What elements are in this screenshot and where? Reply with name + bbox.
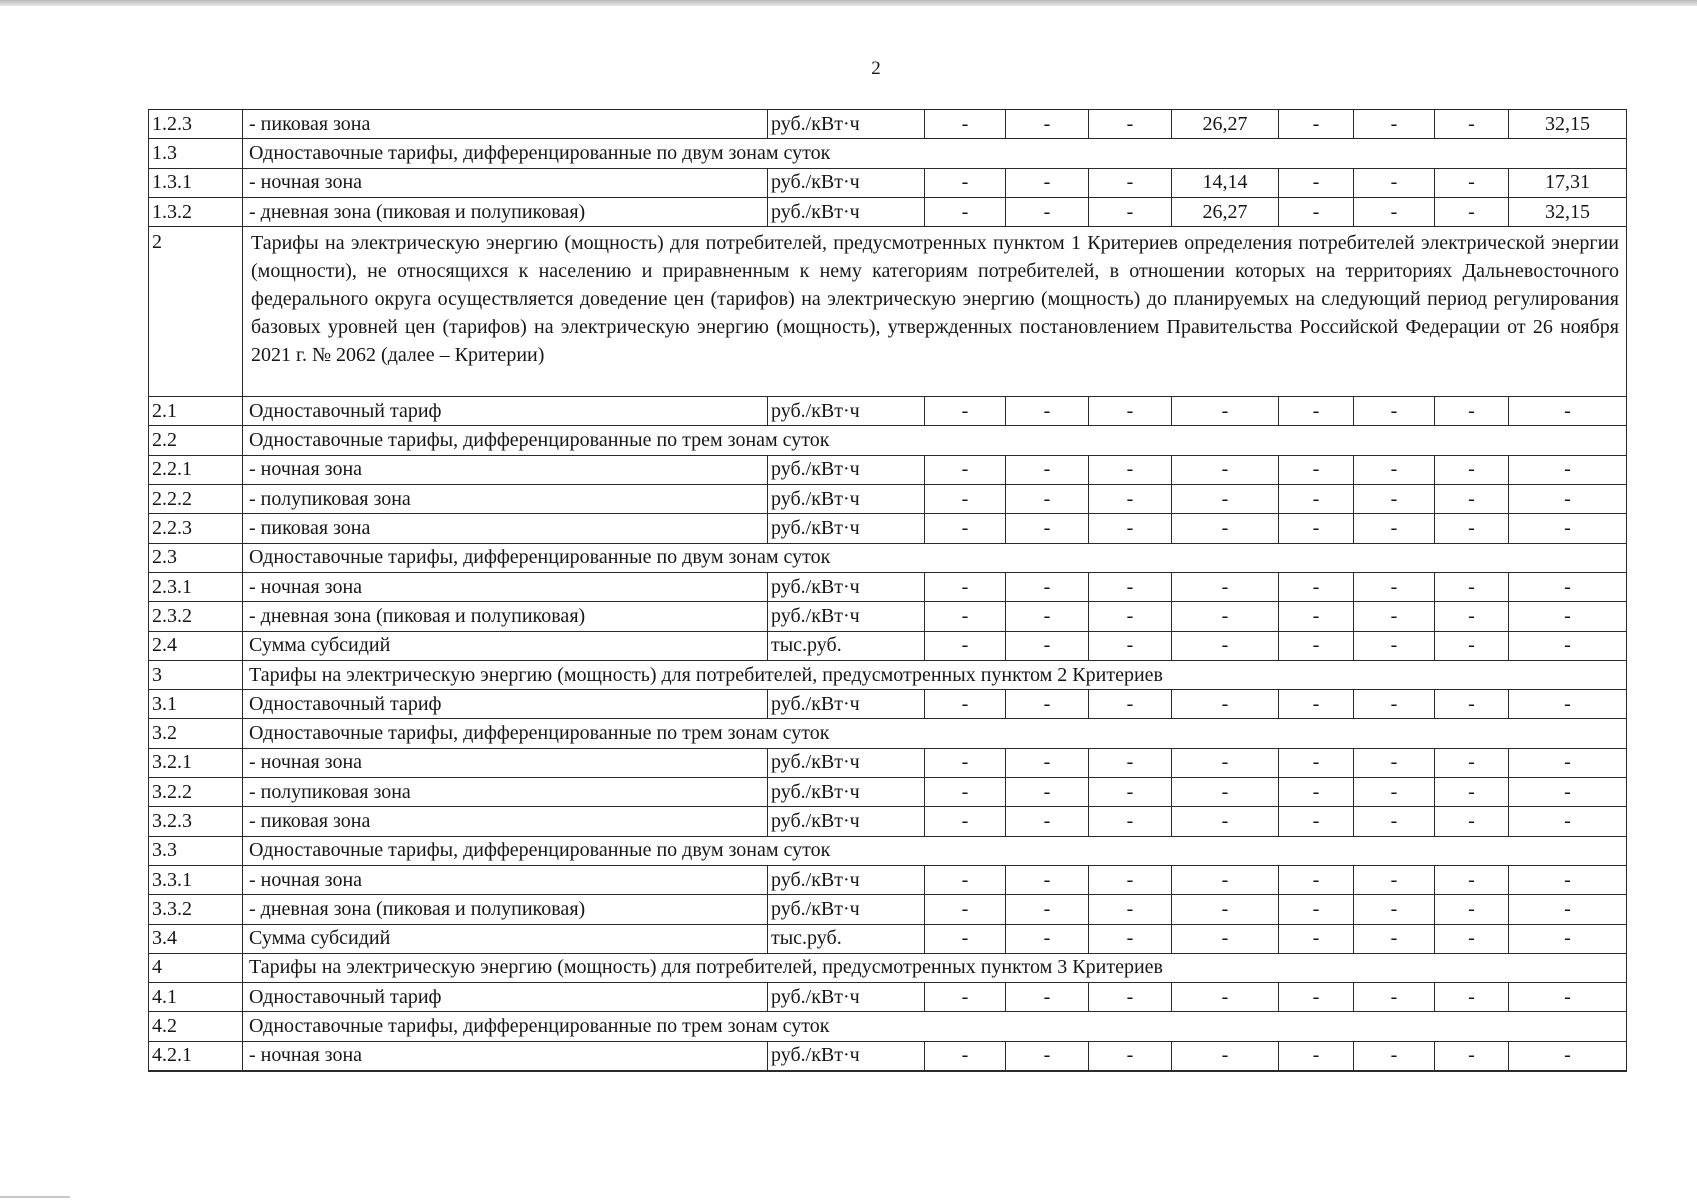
value-cell: - (1354, 197, 1435, 226)
table-row (149, 865, 1627, 894)
value-cell: - (1509, 748, 1627, 777)
value-cell: - (925, 168, 1006, 197)
value-cell: - (925, 865, 1006, 894)
row-label: - пиковая зона (243, 807, 768, 836)
value-cell: - (1279, 397, 1354, 426)
value-cell: - (1089, 397, 1172, 426)
value-cell: - (1435, 631, 1509, 660)
row-number: 2 (149, 227, 243, 397)
table-row (149, 1012, 1627, 1041)
value-cell: - (1006, 1041, 1089, 1071)
table-row (149, 690, 1627, 719)
value-cell: - (1354, 397, 1435, 426)
value-cell: - (1354, 455, 1435, 484)
table-row (149, 895, 1627, 924)
value-cell: - (1354, 631, 1435, 660)
row-number: 3 (149, 660, 243, 689)
row-number: 1.3.1 (149, 168, 243, 197)
value-cell: - (1354, 1041, 1435, 1071)
value-cell: - (1435, 778, 1509, 807)
row-unit: тыс.руб. (768, 631, 925, 660)
value-cell: 26,27 (1172, 197, 1279, 226)
value-cell: - (1509, 1041, 1627, 1071)
row-label: - ночная зона (243, 168, 768, 197)
row-label: - дневная зона (пиковая и полупиковая) (243, 895, 768, 924)
value-cell: - (1006, 924, 1089, 953)
value-cell: - (1435, 983, 1509, 1012)
value-cell: - (1509, 602, 1627, 631)
tariff-table (148, 109, 1627, 1072)
value-cell: - (1354, 485, 1435, 514)
table-row (149, 110, 1627, 139)
value-cell: - (1006, 807, 1089, 836)
value-cell: - (1089, 602, 1172, 631)
row-unit: тыс.руб. (768, 924, 925, 953)
row-number: 2.4 (149, 631, 243, 660)
row-unit: руб./кВт·ч (768, 455, 925, 484)
row-number: 2.2 (149, 426, 243, 455)
value-cell: - (1006, 778, 1089, 807)
row-number: 2.3.2 (149, 602, 243, 631)
value-cell: - (1354, 895, 1435, 924)
value-cell: - (925, 397, 1006, 426)
value-cell: - (1279, 1041, 1354, 1071)
row-unit: руб./кВт·ч (768, 778, 925, 807)
section-heading: Одноставочные тарифы, дифференцированные по трем зонам суток (243, 719, 1627, 748)
value-cell: - (1089, 110, 1172, 139)
table-row (149, 983, 1627, 1012)
value-cell: - (925, 602, 1006, 631)
value-cell: - (1435, 110, 1509, 139)
row-unit: руб./кВт·ч (768, 807, 925, 836)
value-cell: - (1354, 924, 1435, 953)
row-unit: руб./кВт·ч (768, 748, 925, 777)
value-cell: - (1089, 514, 1172, 543)
row-label: Одноставочный тариф (243, 983, 768, 1012)
value-cell: - (1279, 602, 1354, 631)
value-cell: - (1509, 778, 1627, 807)
row-label: - ночная зона (243, 455, 768, 484)
value-cell: - (1435, 1041, 1509, 1071)
value-cell: - (1006, 168, 1089, 197)
value-cell: - (1089, 572, 1172, 601)
value-cell: - (1279, 778, 1354, 807)
value-cell: - (1279, 485, 1354, 514)
value-cell: - (1279, 631, 1354, 660)
row-number: 2.2.1 (149, 455, 243, 484)
row-number: 3.2.3 (149, 807, 243, 836)
row-label: Сумма субсидий (243, 924, 768, 953)
value-cell: - (1089, 631, 1172, 660)
row-unit: руб./кВт·ч (768, 983, 925, 1012)
value-cell: - (1435, 485, 1509, 514)
row-unit: руб./кВт·ч (768, 168, 925, 197)
value-cell: - (1435, 572, 1509, 601)
section-heading: Тарифы на электрическую энергию (мощность) для потребителей, предусмотренных пунктом 3 Критериев (243, 953, 1627, 982)
value-cell: - (1089, 983, 1172, 1012)
value-cell: - (1354, 748, 1435, 777)
value-cell: - (1279, 690, 1354, 719)
row-number: 4.1 (149, 983, 243, 1012)
table-row (149, 924, 1627, 953)
table-row (149, 660, 1627, 689)
value-cell: - (1006, 397, 1089, 426)
row-label: Одноставочный тариф (243, 397, 768, 426)
value-cell: - (1172, 924, 1279, 953)
value-cell: - (1172, 514, 1279, 543)
value-cell: - (1089, 778, 1172, 807)
value-cell: - (1172, 895, 1279, 924)
value-cell: 17,31 (1509, 168, 1627, 197)
value-cell: - (1172, 865, 1279, 894)
row-unit: руб./кВт·ч (768, 397, 925, 426)
value-cell: - (925, 572, 1006, 601)
value-cell: - (925, 197, 1006, 226)
value-cell: - (1089, 748, 1172, 777)
value-cell: - (925, 631, 1006, 660)
value-cell: - (925, 807, 1006, 836)
value-cell: - (925, 924, 1006, 953)
table-row (149, 455, 1627, 484)
value-cell: - (1006, 485, 1089, 514)
table-row (149, 953, 1627, 982)
value-cell: - (925, 1041, 1006, 1071)
row-label: - ночная зона (243, 865, 768, 894)
table-row (149, 836, 1627, 865)
value-cell: 14,14 (1172, 168, 1279, 197)
value-cell: - (1509, 514, 1627, 543)
row-label: - полупиковая зона (243, 778, 768, 807)
page-number: 2 (871, 58, 881, 79)
value-cell: - (1172, 690, 1279, 719)
value-cell: - (1006, 455, 1089, 484)
row-number: 3.2.1 (149, 748, 243, 777)
table-row (149, 748, 1627, 777)
row-number: 1.3 (149, 139, 243, 168)
row-number: 1.3.2 (149, 197, 243, 226)
value-cell: - (1509, 572, 1627, 601)
row-number: 3.2 (149, 719, 243, 748)
value-cell: - (1509, 631, 1627, 660)
row-number: 4 (149, 953, 243, 982)
value-cell: - (1279, 895, 1354, 924)
value-cell: - (1172, 983, 1279, 1012)
table-row (149, 139, 1627, 168)
value-cell: - (1509, 690, 1627, 719)
value-cell: - (1354, 983, 1435, 1012)
value-cell: - (925, 690, 1006, 719)
row-unit: руб./кВт·ч (768, 865, 925, 894)
value-cell: - (925, 895, 1006, 924)
row-number: 2.3 (149, 543, 243, 572)
row-label: Сумма субсидий (243, 631, 768, 660)
value-cell: - (1006, 895, 1089, 924)
value-cell: - (1509, 865, 1627, 894)
row-label: Одноставочный тариф (243, 690, 768, 719)
value-cell: - (1172, 807, 1279, 836)
value-cell: - (1279, 197, 1354, 226)
value-cell: - (1435, 690, 1509, 719)
value-cell: - (1354, 168, 1435, 197)
section-heading: Одноставочные тарифы, дифференцированные по трем зонам суток (243, 1012, 1627, 1041)
value-cell: - (1354, 602, 1435, 631)
value-cell: - (1172, 397, 1279, 426)
value-cell: - (1509, 983, 1627, 1012)
row-unit: руб./кВт·ч (768, 485, 925, 514)
value-cell: - (1089, 485, 1172, 514)
value-cell: - (1172, 602, 1279, 631)
table-row (149, 1041, 1627, 1071)
value-cell: - (1172, 572, 1279, 601)
row-number: 3.3.1 (149, 865, 243, 894)
value-cell: - (925, 983, 1006, 1012)
value-cell: - (1509, 397, 1627, 426)
value-cell: - (925, 485, 1006, 514)
value-cell: - (1089, 865, 1172, 894)
table-row (149, 778, 1627, 807)
table-row (149, 485, 1627, 514)
value-cell: - (1089, 690, 1172, 719)
value-cell: - (1509, 485, 1627, 514)
value-cell: - (1172, 485, 1279, 514)
table-row (149, 227, 1627, 397)
table-row (149, 168, 1627, 197)
value-cell: - (1354, 572, 1435, 601)
row-number: 4.2 (149, 1012, 243, 1041)
value-cell: - (1279, 748, 1354, 777)
value-cell: - (1435, 197, 1509, 226)
value-cell: 26,27 (1172, 110, 1279, 139)
value-cell: - (1279, 514, 1354, 543)
value-cell: - (1006, 572, 1089, 601)
row-unit: руб./кВт·ч (768, 690, 925, 719)
value-cell: - (1354, 865, 1435, 894)
value-cell: - (1435, 168, 1509, 197)
row-number: 1.2.3 (149, 110, 243, 139)
value-cell: - (1279, 924, 1354, 953)
value-cell: - (1435, 924, 1509, 953)
value-cell: - (1509, 807, 1627, 836)
value-cell: - (1435, 865, 1509, 894)
value-cell: - (1006, 690, 1089, 719)
value-cell: - (1089, 455, 1172, 484)
row-number: 3.1 (149, 690, 243, 719)
value-cell: - (1509, 895, 1627, 924)
value-cell: - (1509, 924, 1627, 953)
value-cell: - (1006, 865, 1089, 894)
table-row (149, 631, 1627, 660)
section-paragraph: Тарифы на электрическую энергию (мощность) для потребителей, предусмотренных пунктом 1 Критериев определения потребителей электрической энергии (мощности), не относящихся к населению и приравненным к нему категориям потребителей, в отношении которых на территориях Дальневосточного федерального округа осуществляется доведение цен (тарифов) на электрическую энергию (мощность) до планируемых на следующий период регулирования базовых уровней цен (тарифов) на электрическую энергию (мощность), утвержденных постановлением Правительства Российской Федерации от 26 ноября 2021 г. № 2062 (далее – Критерии) (243, 227, 1627, 397)
value-cell: - (1279, 983, 1354, 1012)
table-row (149, 719, 1627, 748)
value-cell: - (1279, 865, 1354, 894)
value-cell: - (1435, 895, 1509, 924)
value-cell: - (1006, 631, 1089, 660)
row-label: - ночная зона (243, 1041, 768, 1071)
section-heading: Одноставочные тарифы, дифференцированные по трем зонам суток (243, 426, 1627, 455)
row-unit: руб./кВт·ч (768, 1041, 925, 1071)
value-cell: - (1006, 514, 1089, 543)
section-heading: Одноставочные тарифы, дифференцированные по двум зонам суток (243, 543, 1627, 572)
table-row (149, 543, 1627, 572)
value-cell: - (1435, 748, 1509, 777)
value-cell: - (1006, 602, 1089, 631)
row-unit: руб./кВт·ч (768, 197, 925, 226)
table-row (149, 807, 1627, 836)
value-cell: - (1006, 110, 1089, 139)
value-cell: - (1279, 572, 1354, 601)
value-cell: - (1172, 455, 1279, 484)
scan-top-edge (0, 0, 1697, 6)
row-number: 3.3 (149, 836, 243, 865)
value-cell: - (925, 455, 1006, 484)
table-row (149, 602, 1627, 631)
row-unit: руб./кВт·ч (768, 602, 925, 631)
table-row (149, 572, 1627, 601)
value-cell: - (925, 748, 1006, 777)
value-cell: - (1435, 514, 1509, 543)
value-cell: - (1172, 1041, 1279, 1071)
value-cell: - (925, 778, 1006, 807)
value-cell: - (1279, 110, 1354, 139)
row-label: - ночная зона (243, 748, 768, 777)
value-cell: - (1354, 110, 1435, 139)
table-row (149, 397, 1627, 426)
value-cell: - (925, 110, 1006, 139)
section-heading: Тарифы на электрическую энергию (мощность) для потребителей, предусмотренных пунктом 2 Критериев (243, 660, 1627, 689)
value-cell: - (1172, 748, 1279, 777)
value-cell: - (1172, 631, 1279, 660)
value-cell: - (1006, 748, 1089, 777)
row-unit: руб./кВт·ч (768, 514, 925, 543)
value-cell: - (1279, 807, 1354, 836)
row-number: 4.2.1 (149, 1041, 243, 1071)
row-label: - ночная зона (243, 572, 768, 601)
value-cell: - (1354, 807, 1435, 836)
row-label: - дневная зона (пиковая и полупиковая) (243, 602, 768, 631)
row-number: 3.4 (149, 924, 243, 953)
value-cell: - (1354, 690, 1435, 719)
row-number: 3.2.2 (149, 778, 243, 807)
scan-mark (0, 1196, 70, 1198)
value-cell: - (1435, 602, 1509, 631)
row-label: - пиковая зона (243, 110, 768, 139)
table-row (149, 514, 1627, 543)
section-heading: Одноставочные тарифы, дифференцированные по двум зонам суток (243, 836, 1627, 865)
table-row (149, 197, 1627, 226)
value-cell: - (1089, 895, 1172, 924)
value-cell: - (925, 514, 1006, 543)
value-cell: - (1435, 455, 1509, 484)
value-cell: - (1089, 1041, 1172, 1071)
row-number: 2.2.2 (149, 485, 243, 514)
row-label: - полупиковая зона (243, 485, 768, 514)
row-number: 2.2.3 (149, 514, 243, 543)
value-cell: - (1006, 197, 1089, 226)
value-cell: - (1354, 514, 1435, 543)
value-cell: - (1279, 168, 1354, 197)
value-cell: - (1172, 778, 1279, 807)
table-body (149, 110, 1627, 1071)
row-label: - дневная зона (пиковая и полупиковая) (243, 197, 768, 226)
value-cell: - (1435, 397, 1509, 426)
value-cell: 32,15 (1509, 110, 1627, 139)
row-unit: руб./кВт·ч (768, 110, 925, 139)
value-cell: 32,15 (1509, 197, 1627, 226)
value-cell: - (1509, 455, 1627, 484)
value-cell: - (1279, 455, 1354, 484)
row-unit: руб./кВт·ч (768, 572, 925, 601)
row-number: 2.3.1 (149, 572, 243, 601)
row-unit: руб./кВт·ч (768, 895, 925, 924)
value-cell: - (1354, 778, 1435, 807)
value-cell: - (1435, 807, 1509, 836)
row-number: 3.3.2 (149, 895, 243, 924)
value-cell: - (1089, 924, 1172, 953)
row-label: - пиковая зона (243, 514, 768, 543)
section-heading: Одноставочные тарифы, дифференцированные по двум зонам суток (243, 139, 1627, 168)
row-number: 2.1 (149, 397, 243, 426)
value-cell: - (1089, 807, 1172, 836)
value-cell: - (1006, 983, 1089, 1012)
value-cell: - (1089, 197, 1172, 226)
table-row (149, 426, 1627, 455)
value-cell: - (1089, 168, 1172, 197)
